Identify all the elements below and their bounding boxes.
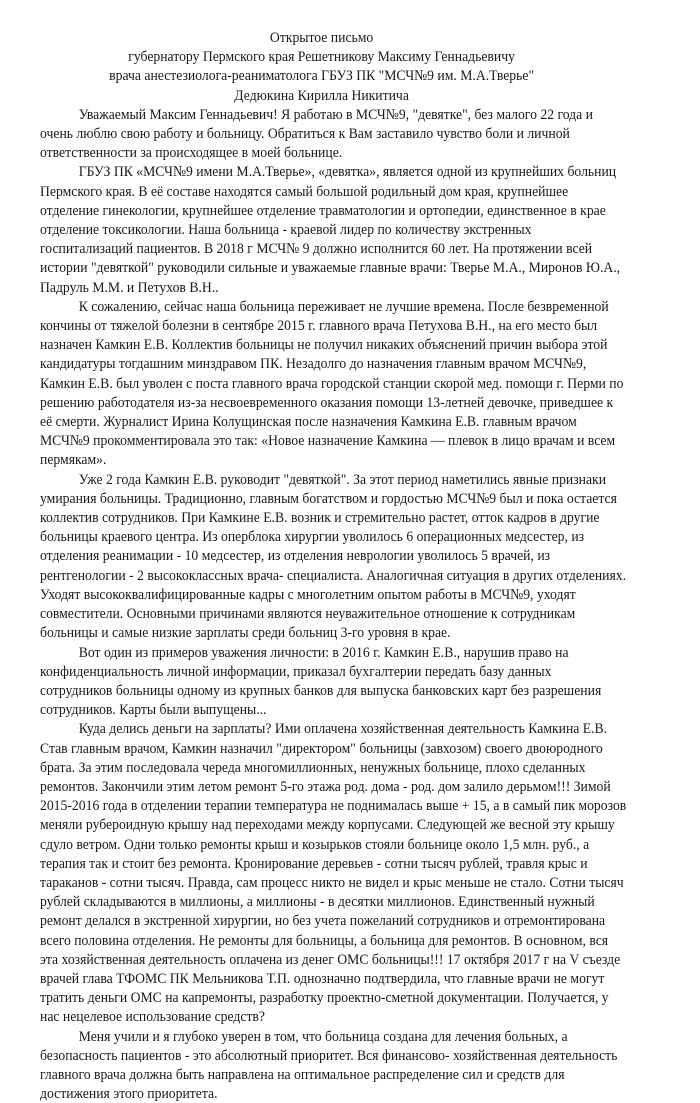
paragraph-line: кончины от тяжелой болезни в сентябре 2015 г. главного врача Петухова В.Н., на его место был: [40, 317, 598, 335]
paragraph-line: нас нецелевое использование средств?: [40, 1008, 265, 1026]
paragraph-line: К сожалению, сейчас наша больница переживает не лучшие времена. После безвременной: [78, 297, 609, 315]
letter-body: [40, 105, 627, 1103]
paragraph-line: Вот один из примеров уважения личности: в 2016 г. Камкин Е.В., нарушив право на: [78, 643, 569, 661]
letter-author-position: врача анестезиолога-реаниматолога ГБУЗ ПК "МСЧ№9 им. М.А.Тверье": [109, 67, 535, 85]
paragraph-line: очень люблю свою работу и больницу. Обратиться к Вам заставило чувство боли и личной: [40, 125, 570, 143]
paragraph-line: решению работодателя из-за несвоевременного оказания помощи 13-летней девочке, приведшее к: [40, 393, 614, 411]
paragraph: [40, 1027, 618, 1103]
paragraph-line: Куда делись деньги на зарплаты? Ими оплачена хозяйственная деятельность Камкина Е.В.: [78, 720, 608, 738]
paragraph-line: ремонтов. Закончили этим летом ремонт 5-го этажа род. дома - род. дом залило дерьмом!!! Зимой: [40, 777, 611, 795]
letter-addressee: губернатору Пермского края Решетникову Максиму Геннадьевичу: [128, 48, 515, 66]
paragraph-line: Став главным врачом, Камкин назначил "директором" больницы (завхозом) своего двоюродного: [40, 739, 603, 757]
paragraph-line: безопасность пациентов - это абсолютный приоритет. Вся финансово- хозяйственная деятельность: [40, 1046, 618, 1064]
paragraph-line: рентгенологии - 2 высококлассных врача- специалиста. Аналогичная ситуация в других отделениях.: [40, 566, 627, 584]
paragraph-line: больницы и самые низкие зарплаты среди больниц 3-го уровня в крае.: [40, 624, 451, 642]
paragraph-line: эта хозяйственная деятельность оплачена из денег ОМС больницы!!! 17 октября 2017 г на V съезде: [40, 950, 621, 968]
paragraph-line: Уже 2 года Камкин Е.В. руководит "девяткой". За этот период наметились явные признаки: [78, 470, 607, 488]
paragraph-line: конфиденциальность личной информации, приказал бухгалтерии передать базу данных: [40, 662, 552, 680]
letter-author-name: Дедюкина Кирилла Никитича: [234, 86, 409, 104]
paragraph-line: главного врача должна быть направлена на оптимальное распределение сил и средств для: [40, 1065, 565, 1083]
paragraph-line: умирания больницы. Традиционно, главным богатством и гордостью МСЧ№9 был и пока остается: [40, 489, 617, 507]
paragraph-line: сотрудников больницы одному из крупных банков для выпуска банковских карт без разрешения: [40, 681, 602, 699]
paragraph-line: больницы краевого центра. Из оперблока хирургии уволилось 6 операционных медсестер, из: [40, 528, 585, 546]
paragraph-line: терапия так и стоит без ремонта. Кронирование деревьев - сотни тысяч рублей, травля крыс и: [40, 854, 588, 872]
paragraph-line: отделения реанимации - 10 медсестер, из отделения неврологии уволилось 5 врачей, из: [40, 547, 551, 565]
paragraph-line: кандидатуры тогдашним минздравом ПК. Незадолго до назначения главным врачом МСЧ№9,: [40, 355, 587, 373]
paragraph-line: Падруль М.М. и Петухов В.Н..: [40, 278, 219, 296]
paragraph-line: МСЧ№9 прокомментировала это так: «Новое назначение Камкина — плевок в лицо врачам и всем: [40, 432, 616, 450]
paragraph-line: госпитализаций пациентов. В 2018 г МСЧ№ 9 должно исполнится 60 лет. На протяжении всей: [40, 240, 593, 258]
paragraph-line: пермякам».: [40, 451, 107, 469]
paragraph: [40, 105, 603, 163]
paragraph-line: тараканов - сотни тысяч. Правда, сам процесс никто не видел и крыс меньше не стало. Сотни тысяч: [40, 873, 624, 891]
paragraph-line: брата. За этим последовала череда многомиллионных, ненужных больнице, плохо сделанных: [40, 758, 586, 776]
paragraph: [40, 643, 603, 720]
paragraph-line: совместители. Основными причинами являются неуважительное отношение к сотрудникам: [40, 605, 576, 623]
paragraph-line: коллектив сотрудников. При Камкине Е.В. возник и стремительно растет, отток кадров в другие: [40, 509, 600, 527]
paragraph-line: ГБУЗ ПК «МСЧ№9 имени М.А.Тверье», «девятка», является одной из крупнейших больниц: [78, 163, 617, 181]
letter-page: [40, 28, 627, 1103]
paragraph-line: ответственности за происходящее в моей больнице.: [40, 144, 343, 162]
paragraph-line: врачей глава ТФОМС ПК Мельникова Т.П. однозначно подтвердила, что главные врачи не могут: [40, 969, 605, 987]
paragraph-line: меняли рубероидную крышу над переходами между корпусами. Следующей же весной эту крышу: [40, 816, 615, 834]
paragraph-line: истории "девяткой" руководили сильные и уважаемые главные врачи: Тверье М.А., Миронов Ю.А.,: [40, 259, 621, 277]
paragraph-line: назначен Камкин Е.В. Коллектив больницы не получил никаких объяснений причин выбора этой: [40, 336, 608, 354]
paragraph-line: Уважаемый Максим Геннадьевич! Я работаю в МСЧ№9, "девятке", без малого 22 года и: [78, 105, 593, 123]
paragraph-line: отделение гинекологии, крупнейшее отделение травматологии и ортопедии, единственное в крае: [40, 201, 606, 219]
paragraph-line: Пермского края. В её составе находятся самый большой родильный дом края, крупнейшее: [40, 182, 569, 200]
letter-title: Открытое письмо: [269, 29, 374, 46]
paragraph-line: 2015-2016 года в отделении терапии температура не поднималась выше + 15, а в самый пик морозов: [40, 797, 627, 815]
paragraph: [40, 719, 627, 1026]
paragraph-line: Меня учили и я глубоко уверен в том, что больница создана для лечения больных, а: [78, 1027, 568, 1045]
paragraph-line: ремонт делался в экстренной хирургии, но без учета пожеланий сотрудников и отремонтирована: [40, 912, 606, 930]
paragraph-line: достижения этого приоритета.: [40, 1085, 218, 1103]
paragraph-line: сдуло ветром. Одни только ремонты крыш и козырьков стояли больнице около 1,5 млн. руб., а: [40, 835, 590, 853]
paragraph-line: отделение токсикологии. Наша больница - краевой лидер по количеству экстренных: [40, 221, 532, 239]
paragraph-line: сотрудников. Карты были выпущены...: [40, 701, 267, 719]
paragraph-line: её смерти. Журналист Ирина Колущинская после назначения Камкина Е.В. главным врачом: [40, 413, 577, 431]
paragraph: [40, 297, 624, 470]
paragraph-line: Камкин Е.В. был уволен с поста главного врача городской станции скорой мед. помощи г. Перми по: [40, 374, 624, 392]
paragraph-line: Уходят высококвалифицированные кадры с многолетним опытом работы в МСЧ№9, уходят: [40, 585, 576, 603]
paragraph: [40, 162, 621, 296]
paragraph-line: всего половина отделения. Не ремонты для больницы, а больница для ремонтов. В основном, вся: [40, 931, 609, 949]
letter-header: [40, 28, 603, 105]
paragraph-line: тратить деньги ОМС на капремонты, разработку проектно-сметной документации. Получается, у: [40, 989, 609, 1007]
paragraph: [40, 470, 627, 643]
paragraph-line: рублей складываются в миллионы, а миллионы - в десятки миллионов. Единственный нужный: [40, 893, 595, 911]
